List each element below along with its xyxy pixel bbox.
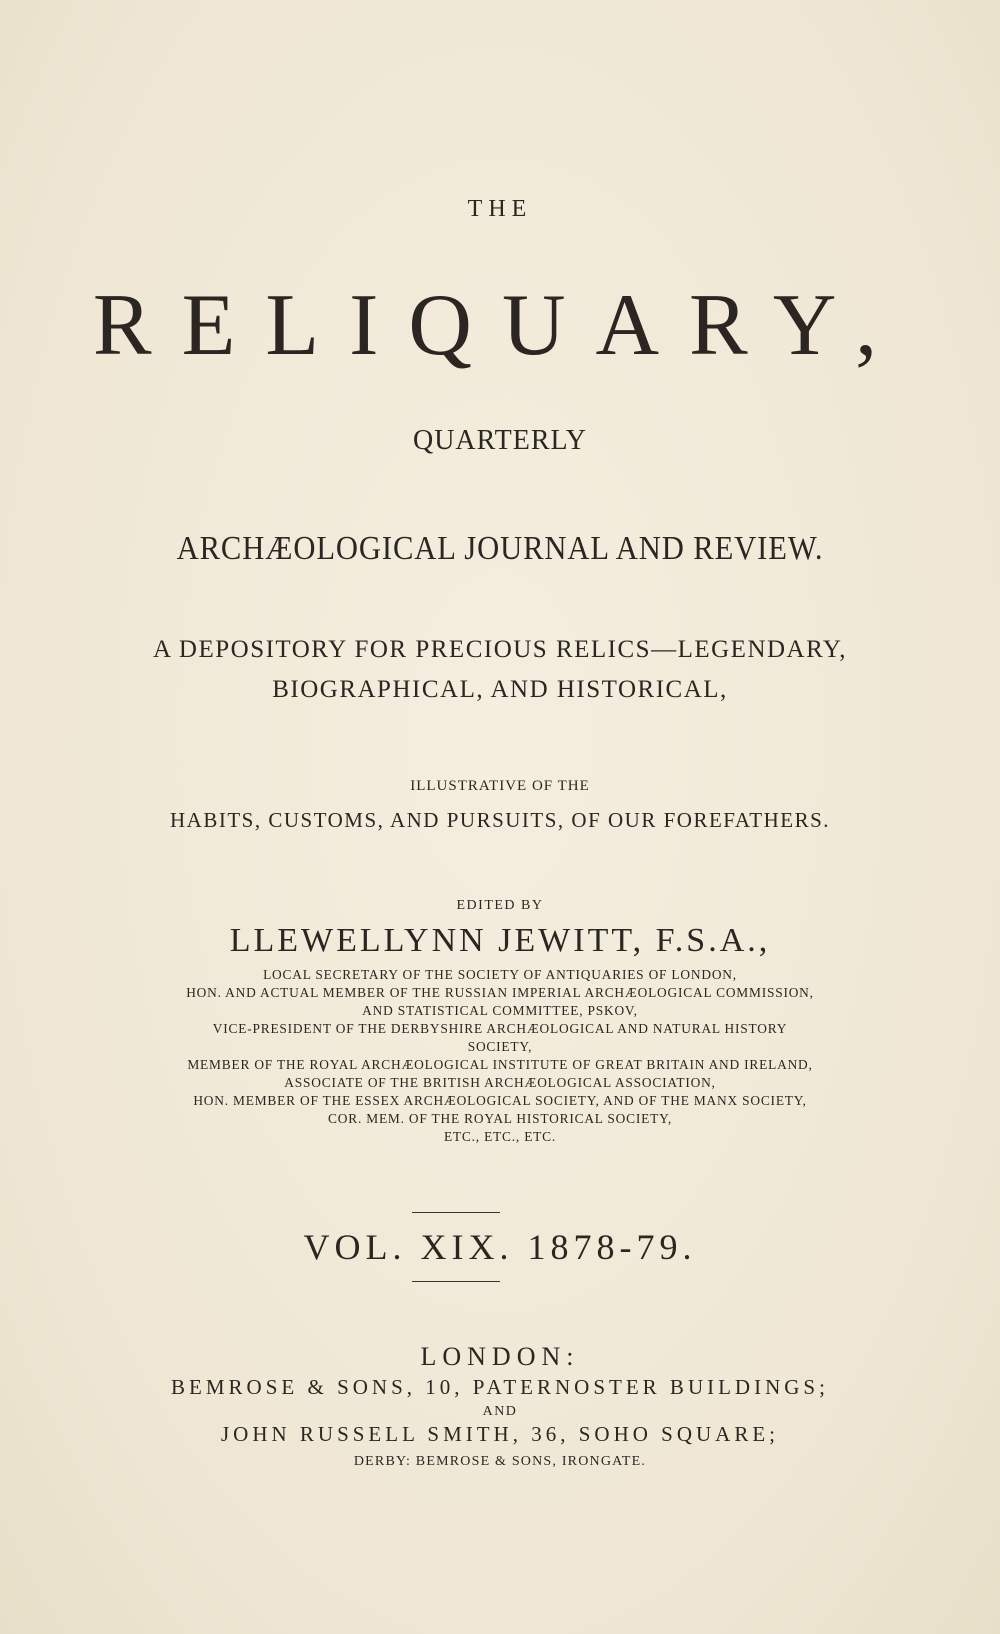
divider-rule: [412, 1212, 500, 1213]
description-line-2: BIOGRAPHICAL, AND HISTORICAL,: [272, 676, 728, 703]
editor-credential: MEMBER OF THE ROYAL ARCHÆOLOGICAL INSTITUTE OF GREAT BRITAIN AND IRELAND,: [187, 1057, 813, 1072]
editor-credential: HON. AND ACTUAL MEMBER OF THE RUSSIAN IMPERIAL ARCHÆOLOGICAL COMMISSION,: [186, 985, 814, 1000]
imprint-and: AND: [482, 1404, 518, 1419]
editor-credential: AND STATISTICAL COMMITTEE, PSKOV,: [362, 1003, 638, 1018]
editor-credential: HON. MEMBER OF THE ESSEX ARCHÆOLOGICAL SOCIETY, AND OF THE MANX SOCIETY,: [193, 1093, 807, 1108]
edited-by-label: EDITED BY: [456, 898, 544, 913]
imprint-derby: DERBY: BEMROSE & SONS, IRONGATE.: [353, 1454, 647, 1469]
imprint-city: LONDON:: [420, 1342, 580, 1371]
habits-line: HABITS, CUSTOMS, AND PURSUITS, OF OUR FOREFATHERS.: [169, 808, 831, 832]
description-line-1: A DEPOSITORY FOR PRECIOUS RELICS—LEGENDARY,: [152, 636, 847, 663]
editor-credential: SOCIETY,: [467, 1039, 533, 1054]
imprint-publisher-1: BEMROSE & SONS, 10, PATERNOSTER BUILDINGS;: [171, 1375, 829, 1399]
volume-label: VOL. XIX. 1878-79.: [303, 1227, 697, 1267]
editor-name: LLEWELLYNN JEWITT, F.S.A.,: [229, 922, 771, 959]
quarterly-label: QUARTERLY: [412, 425, 588, 456]
editor-credential: ETC., ETC., ETC.: [443, 1129, 557, 1144]
illustrative-label: ILLUSTRATIVE OF THE: [410, 778, 590, 794]
editor-credential: COR. MEM. OF THE ROYAL HISTORICAL SOCIETY,: [328, 1111, 672, 1126]
editor-credential: ASSOCIATE OF THE BRITISH ARCHÆOLOGICAL ASSOCIATION,: [284, 1075, 716, 1090]
journal-subtitle: ARCHÆOLOGICAL JOURNAL AND REVIEW.: [176, 530, 824, 567]
journal-title: RELIQUARY,: [92, 277, 908, 374]
the-heading: THE: [467, 196, 533, 222]
editor-credential: LOCAL SECRETARY OF THE SOCIETY OF ANTIQUARIES OF LONDON,: [263, 967, 737, 982]
editor-credential: VICE-PRESIDENT OF THE DERBYSHIRE ARCHÆOLOGICAL AND NATURAL HISTORY: [212, 1021, 788, 1036]
imprint-publisher-2: JOHN RUSSELL SMITH, 36, SOHO SQUARE;: [220, 1422, 779, 1446]
divider-rule: [412, 1281, 500, 1282]
